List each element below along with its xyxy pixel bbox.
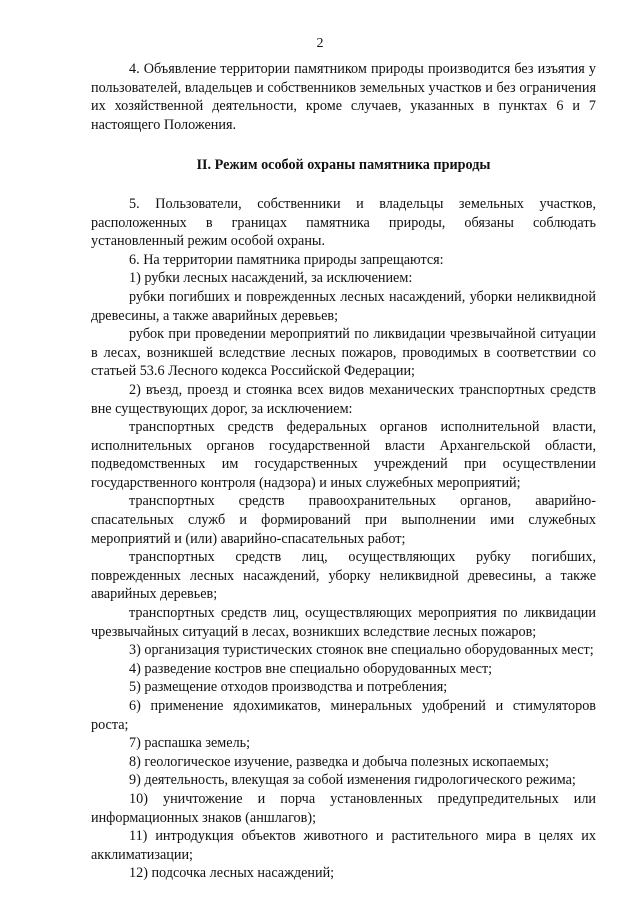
list-item-10: 10) уничтожение и порча установленных предупредительных или информационных знаков (аншлагов); [91, 790, 596, 826]
list-item-8: 8) геологическое изучение, разведка и добыча полезных ископаемых; [129, 753, 550, 770]
sub-item: рубок при проведении мероприятий по ликвидации чрезвычайной ситуации в лесах, возникшей вследствие лесных пожаров, проводимых в соответствии со статьей 53.6 Лесного кодекса Российской Федерации; [91, 326, 596, 380]
sub-item: транспортных средств правоохранительных органов, аварийно-спасательных служб и формирований при выполнении ими служебных мероприятий и (или) аварийно-спасательных работ; [91, 493, 596, 547]
paragraph-6: 6. На территории памятника природы запрещаются: [129, 251, 444, 268]
section-heading: II. Режим особой охраны памятника природы [196, 157, 491, 174]
list-item-2: 2) въезд, проезд и стоянка всех видов механических транспортных средств вне существующих дорог, за исключением: [91, 381, 596, 417]
sub-item: транспортных средств федеральных органов исполнительной власти, исполнительных органов государственной власти Архангельской области, подведомственных им государственных учреждений при осуществлении государственного контроля (надзора) и иных служебных мероприятий; [91, 419, 596, 491]
paragraph-4: 4. Объявление территории памятником природы производится без изъятия у пользователей, владельцев и собственников земельных участков и без ограничения их хозяйственной деятельности, кроме случаев, указанных в пунктах 6 и 7 настоящего Положения. [91, 61, 596, 133]
list-item-11: 11) интродукция объектов животного и растительного мира в целях их акклиматизации; [91, 828, 596, 863]
list-item-6: 6) применение ядохимикатов, минеральных удобрений и стимуляторов роста; [91, 698, 596, 733]
list-item-9: 9) деятельность, влекущая за собой изменения гидрологического режима; [129, 772, 576, 789]
list-item-3: 3) организация туристических стоянок вне специально оборудованных мест; [129, 642, 594, 659]
sub-item: транспортных средств лиц, осуществляющих рубку погибших, поврежденных лесных насаждений, уборку неликвидной древесины, а также аварийных деревьев; [91, 549, 596, 603]
list-item-1: 1) рубки лесных насаждений, за исключением: [129, 270, 413, 287]
paragraph-5: 5. Пользователи, собственники и владельцы земельных участков, расположенных в границах памятника природы, обязаны соблюдать установленный режим особой охраны. [91, 195, 596, 250]
sub-item: рубки погибших и поврежденных лесных насаждений, уборки неликвидной древесины, а также аварийных деревьев; [91, 288, 596, 324]
list-item-5: 5) размещение отходов производства и потребления; [129, 679, 448, 696]
document-body [91, 60, 596, 883]
list-item-7: 7) распашка земель; [129, 735, 251, 752]
list-item-4: 4) разведение костров вне специально оборудованных мест; [129, 660, 493, 677]
page-number: 2 [316, 36, 324, 51]
list-item-12: 12) подсочка лесных насаждений; [129, 865, 335, 882]
sub-item: транспортных средств лиц, осуществляющих мероприятия по ликвидации чрезвычайных ситуаций в лесах, возникших вследствие лесных пожаров; [91, 605, 596, 640]
